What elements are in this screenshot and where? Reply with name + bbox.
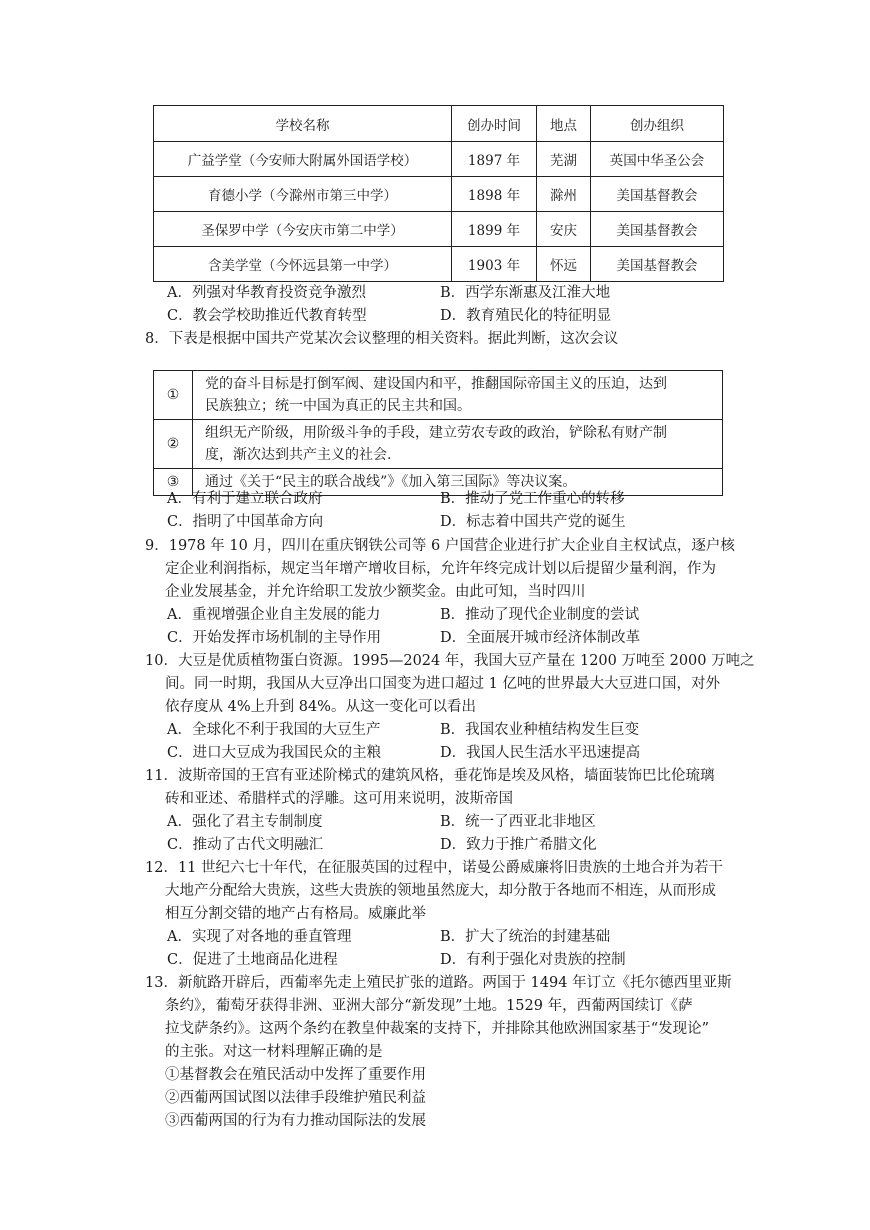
- q12-stem-line: 大地产分配给大贵族，这些大贵族的领地虽然庞大，却分散于各地而不相连，从而形成: [165, 883, 716, 899]
- q9-option-b: B．推动了现代企业制度的尝试: [440, 607, 640, 623]
- q9-option-d: D．全面展开城市经济体制改革: [440, 630, 641, 646]
- school-name-cell: 育德小学（今滁州市第三中学）: [154, 177, 452, 212]
- q13-stem-line: 的主张。对这一材料理解正确的是: [165, 1044, 383, 1060]
- q10-stem-line: 依存度从 4%上升到 84%。从这一变化可以看出: [165, 699, 476, 715]
- row-content: [193, 371, 723, 420]
- location-cell: 滁州: [537, 177, 591, 212]
- q12-option-d: D．有利于强化对贵族的控制: [440, 952, 626, 968]
- table-row: [154, 247, 724, 282]
- table-header-row: [154, 106, 724, 142]
- q8-option-a: A．有利于建立联合政府: [167, 491, 323, 507]
- q13-statement: ③西葡两国的行为有力推动国际法的发展: [165, 1113, 426, 1129]
- row-text-line: 通过《关于“民主的联合战线”》《加入第三国际》等决议案。: [205, 474, 577, 490]
- q12-option-a: A．实现了对各地的垂直管理: [167, 929, 352, 945]
- q10-option-a: A．全球化不利于我国的大豆生产: [167, 722, 381, 738]
- q11-stem-line: 砖和亚述、希腊样式的浮雕。这可用来说明，波斯帝国: [165, 791, 513, 807]
- school-name-cell: 广益学堂（今安师大附属外国语学校）: [154, 142, 452, 177]
- q11-option-d: D．致力于推广希腊文化: [440, 837, 597, 853]
- q10-option-c: C．进口大豆成为我国民众的主粮: [167, 745, 382, 761]
- q13-stem-line: 13．新航路开辟后，西葡率先走上殖民扩张的道路。两国于 1494 年订立《托尔德西里亚斯: [145, 975, 732, 991]
- meeting-table: [153, 370, 723, 496]
- table-row: [154, 142, 724, 177]
- q12-option-c: C．促进了土地商品化进程: [167, 952, 338, 968]
- founded-year-cell: 1899 年: [452, 212, 537, 247]
- school-name-cell: 含美学堂（今怀远县第一中学）: [154, 247, 452, 282]
- table-row: [154, 177, 724, 212]
- q8-option-b: B．推动了党工作重心的转移: [440, 491, 625, 507]
- q8-option-d: D．标志着中国共产党的诞生: [440, 514, 626, 530]
- q13-statement: ②西葡两国试图以法律手段维护殖民利益: [165, 1090, 426, 1106]
- q10-option-b: B．我国农业种植结构发生巨变: [440, 722, 640, 738]
- founded-year-cell: 1897 年: [452, 142, 537, 177]
- founded-year-cell: 1903 年: [452, 247, 537, 282]
- row-text-line: 民族独立；统一中国为真正的民主共和国。: [205, 398, 471, 414]
- location-cell: 芜湖: [537, 142, 591, 177]
- q11-option-a: A．强化了君主专制制度: [167, 814, 323, 830]
- q11-option-c: C．推动了古代文明融汇: [167, 837, 324, 853]
- q8-stem: 8．下表是根据中国共产党某次会议整理的相关资料。据此判断，这次会议: [145, 331, 619, 347]
- header-location: 地点: [537, 106, 591, 142]
- location-cell: 怀远: [537, 247, 591, 282]
- q9-stem-line: 企业发展基金，并允许给职工发放少额奖金。由此可知，当时四川: [165, 584, 586, 600]
- q9-option-c: C．开始发挥市场机制的主导作用: [167, 630, 382, 646]
- location-cell: 安庆: [537, 212, 591, 247]
- row-number: ②: [154, 420, 193, 469]
- row-text-line: 组织无产阶级，用阶级斗争的手段，建立劳农专政的政治，铲除私有财产制: [205, 425, 667, 441]
- organization-cell: 美国基督教会: [591, 177, 724, 212]
- q9-option-a: A．重视增强企业自主发展的能力: [167, 607, 381, 623]
- q7-option-c: C．教会学校助推近代教育转型: [167, 308, 367, 324]
- q12-option-b: B．扩大了统治的封建基础: [440, 929, 611, 945]
- q7-option-a: A．列强对华教育投资竞争激烈: [167, 285, 366, 301]
- school-name-cell: 圣保罗中学（今安庆市第二中学）: [154, 212, 452, 247]
- row-text-line: 党的奋斗目标是打倒军阀、建设国内和平，推翻国际帝国主义的压迫，达到: [205, 376, 667, 392]
- header-founded-year: 创办时间: [452, 106, 537, 142]
- q8-option-c: C．指明了中国革命方向: [167, 514, 324, 530]
- row-number: ①: [154, 371, 193, 420]
- founded-year-cell: 1898 年: [452, 177, 537, 212]
- q9-stem-line: 9．1978 年 10 月，四川在重庆钢铁公司等 6 户国营企业进行扩大企业自主权试点，逐户核: [145, 538, 735, 554]
- table-row: [154, 371, 723, 420]
- q11-stem-line: 11．波斯帝国的王宫有亚述阶梯式的建筑风格，垂花饰是埃及风格，墙面装饰巴比伦琉璃: [145, 768, 715, 784]
- q11-option-b: B．统一了西亚北非地区: [440, 814, 596, 830]
- organization-cell: 英国中华圣公会: [591, 142, 724, 177]
- q7-option-d: D．教育殖民化的特征明显: [440, 308, 612, 324]
- q13-statement: ①基督教会在殖民活动中发挥了重要作用: [165, 1067, 426, 1083]
- q10-option-d: D．我国人民生活水平迅速提高: [440, 745, 641, 761]
- table-row: [154, 212, 724, 247]
- row-text-line: 度，渐次达到共产主义的社会.: [205, 447, 392, 463]
- table-row: [154, 420, 723, 469]
- q9-stem-line: 定企业利润指标，规定当年增产增收目标，允许年终完成计划以后提留少量利润，作为: [165, 561, 716, 577]
- row-content: [193, 420, 723, 469]
- q10-stem-line: 10．大豆是优质植物蛋白资源。1995—2024 年，我国大豆产量在 1200 万吨至 2000 万吨之: [145, 653, 755, 669]
- q13-stem-line: 拉戈萨条约》。这两个条约在教皇仲裁案的支持下，并排除其他欧洲国家基于“发现论”: [165, 1021, 710, 1037]
- q7-option-b: B．西学东渐惠及江淮大地: [440, 285, 611, 301]
- header-school-name: 学校名称: [154, 106, 452, 142]
- header-organization: 创办组织: [591, 106, 724, 142]
- organization-cell: 美国基督教会: [591, 247, 724, 282]
- school-table: [153, 105, 724, 282]
- q13-stem-line: 条约》，葡萄牙获得非洲、亚洲大部分“新发现”土地。1529 年，西葡两国续订《萨: [165, 998, 693, 1014]
- organization-cell: 美国基督教会: [591, 212, 724, 247]
- q10-stem-line: 间。同一时期，我国从大豆净出口国变为进口超过 1 亿吨的世界最大大豆进口国，对外: [165, 676, 720, 692]
- q12-stem-line: 12．11 世纪六七十年代，在征服英国的过程中，诺曼公爵威廉将旧贵族的土地合并为若干: [145, 860, 724, 876]
- q12-stem-line: 相互分割交错的地产占有格局。威廉此举: [165, 906, 426, 922]
- row-number: ③: [154, 469, 193, 496]
